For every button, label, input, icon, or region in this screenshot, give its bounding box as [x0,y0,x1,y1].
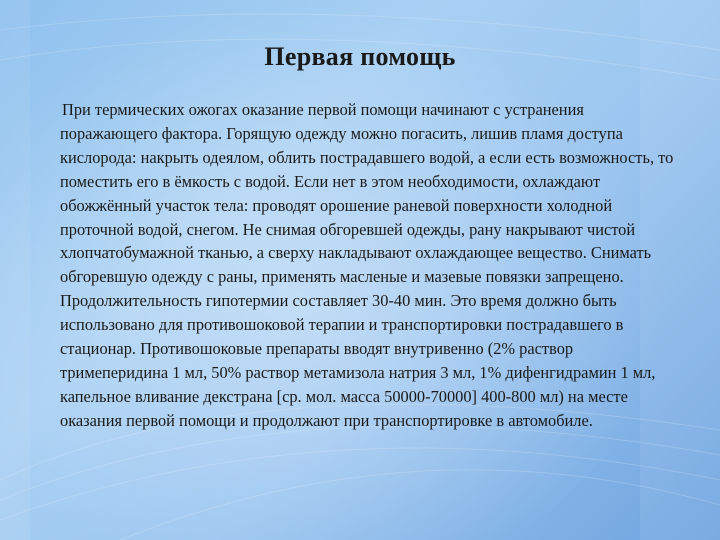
slide-body-text: При термических ожогах оказание первой помощи начинают с устранения поражающего фактора. Горящую одежду можно погасить, лишив пламя доступа кислорода: накрыть одеялом, облить пострадавшего водой, а если есть возможность, то поместить его в ёмкость с водой. Если нет в этом необходимости, охлаждают обожжённый участок тела: проводят орошение раневой поверхности холодной проточной водой, снегом. Не снимая обгоревшей одежды, рану накрывают чистой хлопчатобумажной тканью, а сверху накладывают охлаждающее вещество. Снимать обгоревшую одежду с раны, применять масленые и мазевые повязки запрещено. Продолжительность гипотермии составляет 30-40 мин. Это время должно быть использовано для противошоковой терапии и транспортировки пострадавшего в стационар. Противошоковые препараты вводят внутривенно (2% раствор тримеперидина 1 мл, 50% раствор метамизола натрия 3 мл, 1% дифенгидрамин 1 мл, капельное вливание декстрана [ср. мол. масса 50000-70000] 400-800 мл) на месте оказания первой помощи и продолжают при транспортировке в автомобиле. [60,100,674,430]
slide-title: Первая помощь [264,42,456,71]
